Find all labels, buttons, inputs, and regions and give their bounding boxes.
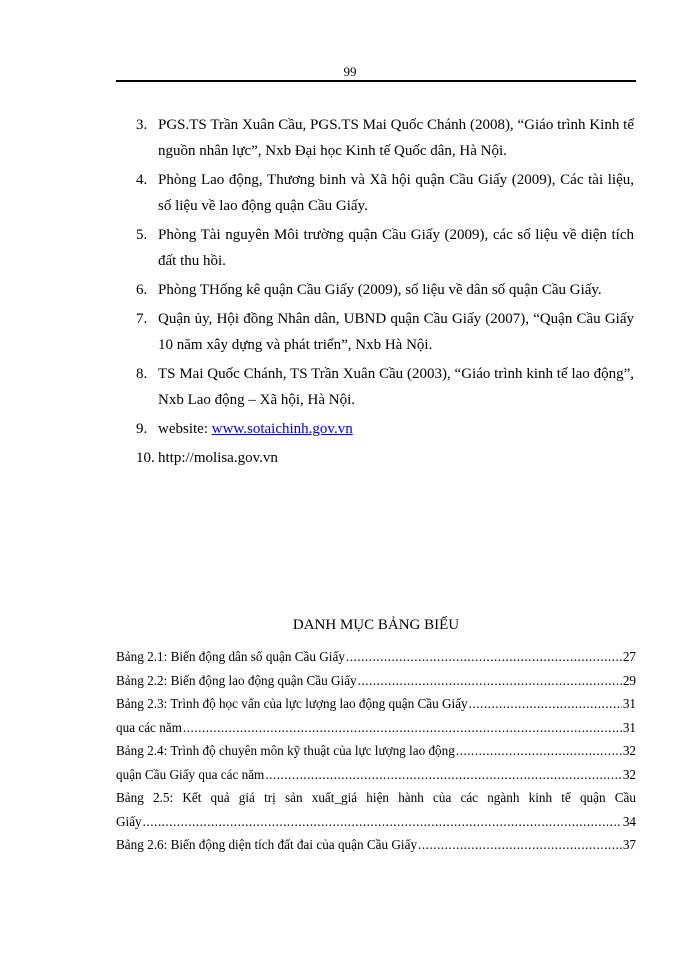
reference-text: Phòng Tài nguyên Môi trường quận Cầu Giấy (2009), các số liệu về diện tích đất thu hồi. (158, 227, 634, 269)
toc-page-number: 32 (622, 743, 636, 758)
reference-number: 5. (136, 227, 148, 243)
toc-page-number: 32 (622, 766, 636, 782)
toc-entry-text: Bảng 2.2: Biến động lao động quận Cầu Giấy (116, 672, 357, 688)
toc-line (116, 810, 636, 834)
page-number: 99 (343, 64, 357, 79)
reference-text: Phòng THống kê quận Cầu Giấy (2009), số liệu về dân số quận Cầu Giấy. (158, 282, 602, 298)
reference-text: Phòng Lao động, Thương binh và Xã hội quận Cầu Giấy (2009), Các tài liệu, số liệu về lao động quận Cầu Giấy. (158, 172, 634, 214)
reference-number: 7. (136, 311, 148, 327)
reference-item (116, 222, 634, 274)
toc-page-number: 29 (622, 672, 636, 688)
reference-list (116, 112, 634, 474)
toc-page-number: 34 (622, 813, 636, 829)
reference-item (116, 306, 634, 358)
toc-line (116, 716, 636, 740)
reference-item (116, 361, 634, 413)
toc-entry-text: Bảng 2.3: Trình độ học vấn của lực lượng lao động quận Cầu Giấy (116, 696, 468, 711)
reference-text (158, 416, 634, 442)
toc-leader-dots (469, 692, 622, 716)
reference-item (116, 277, 634, 303)
toc-page-number: 31 (622, 719, 636, 735)
toc-entry-text: Bảng 2.4: Trình độ chuyên môn kỹ thuật của lực lượng lao động (116, 743, 455, 758)
reference-number: 10. (136, 450, 155, 466)
toc-line (116, 692, 636, 716)
website-label: website: (158, 421, 212, 437)
header-rule (116, 80, 636, 82)
toc-line (116, 739, 636, 763)
toc-leader-dots (346, 645, 622, 669)
toc-leader-dots (456, 739, 622, 763)
website-link[interactable]: www.sotaichinh.gov.vn (211, 421, 353, 437)
toc-leader-dots (358, 669, 622, 693)
toc-leader-dots (265, 763, 622, 787)
toc-line (116, 645, 636, 669)
toc-line (116, 669, 636, 693)
toc-page-number: 27 (622, 649, 636, 664)
reference-number: 3. (136, 117, 148, 133)
toc-page-number: 31 (622, 696, 636, 711)
reference-text: http://molisa.gov.vn (158, 450, 278, 466)
reference-number: 9. (136, 421, 148, 437)
toc-entry-text: Bảng 2.1: Biến động dân số quận Cầu Giấy (116, 649, 345, 664)
toc-leader-dots (418, 833, 622, 857)
toc-page-number: 37 (622, 837, 636, 852)
reference-item (116, 445, 634, 471)
table-list-title: DANH MỤC BẢNG BIỂU (292, 617, 460, 633)
toc-leader-dots (143, 810, 622, 834)
toc-line (116, 833, 636, 857)
toc-entry-text: Bảng 2.5: Kết quả giá trị sản xuất_giá hiện hành của các ngành kinh tế quận Cầu (116, 790, 636, 805)
reference-text: PGS.TS Trần Xuân Cầu, PGS.TS Mai Quốc Chánh (2008), “Giáo trình Kinh tế nguồn nhân lực”, Nxb Đại học Kinh tế Quốc dân, Hà Nội. (158, 117, 634, 159)
reference-text: TS Mai Quốc Chánh, TS Trần Xuân Cầu (2003), “Giáo trình kinh tế lao động”, Nxb Lao động – Xã hội, Hà Nội. (158, 366, 634, 408)
reference-number: 4. (136, 172, 148, 188)
toc-entry-text: quận Cầu Giấy qua các năm (116, 766, 265, 782)
toc-line (116, 786, 636, 810)
table-list (116, 645, 636, 857)
reference-text: Quận ủy, Hội đồng Nhân dân, UBND quận Cầu Giấy (2007), “Quận Cầu Giấy 10 năm xây dựng và phát triển”, Nxb Hà Nội. (158, 311, 634, 353)
toc-entry-text: Bảng 2.6: Biến động diện tích đất đai của quận Cầu Giấy (116, 837, 418, 852)
reference-item (116, 167, 634, 219)
reference-number: 6. (136, 282, 148, 298)
toc-entry-text: Giấy (116, 813, 142, 829)
reference-item (116, 112, 634, 164)
toc-leader-dots (183, 716, 622, 740)
reference-number: 8. (136, 366, 148, 382)
toc-entry-text: qua các năm (116, 719, 182, 735)
reference-item (116, 416, 634, 442)
toc-line (116, 763, 636, 787)
